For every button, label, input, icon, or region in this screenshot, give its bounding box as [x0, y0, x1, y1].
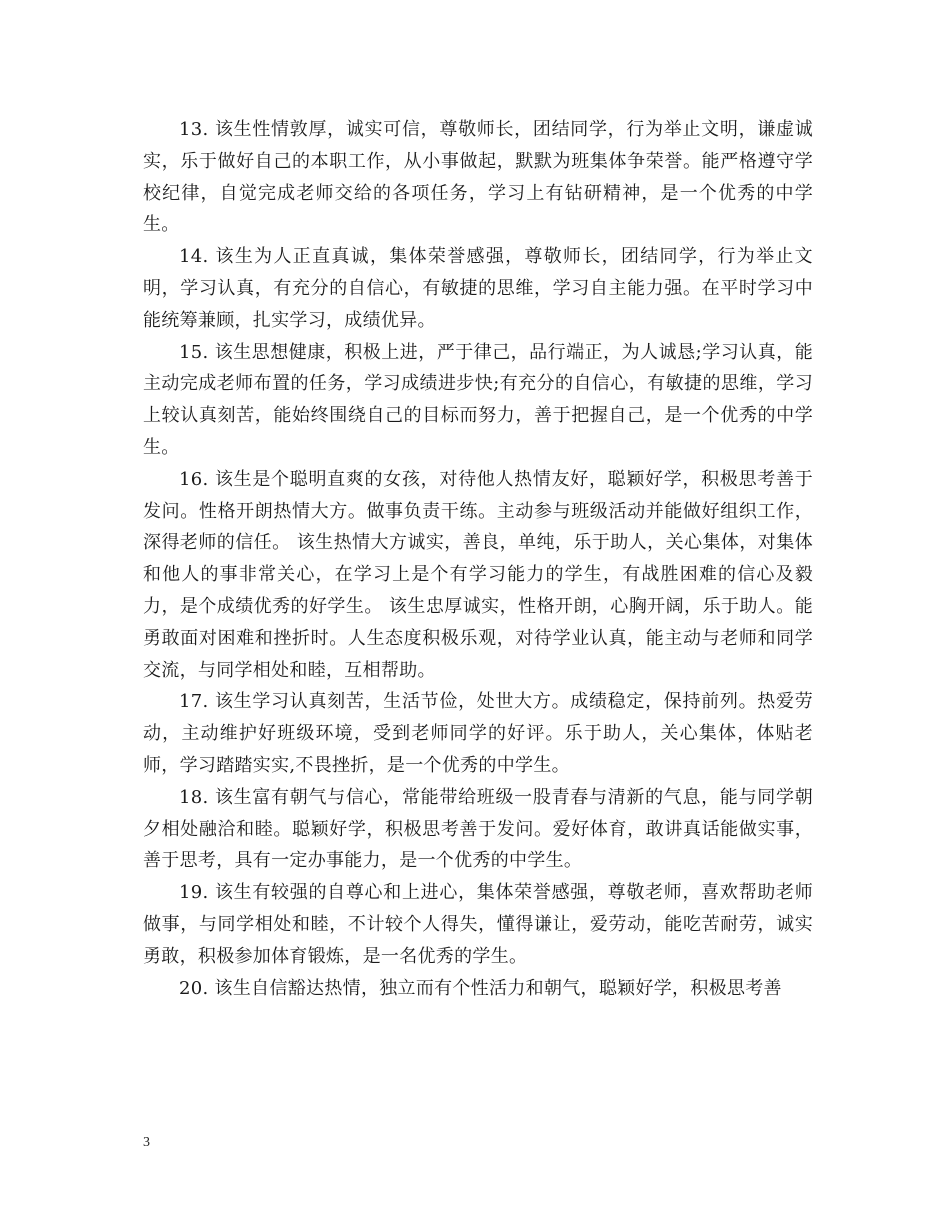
page-number: 3 [143, 1135, 150, 1150]
paragraph-19: 19. 该生有较强的自尊心和上进心，集体荣誉感强，尊敬老师，喜欢帮助老师做事，与同学相处和睦，不计较个人得失，懂得谦让，爱劳动，能吃苦耐劳，诚实勇敢，积极参加体育锻炼，是一名优秀的学生。 [143, 882, 813, 967]
paragraph-14: 14. 该生为人正直真诚，集体荣誉感强，尊敬师长，团结同学，行为举止文明，学习认真，有充分的自信心，有敏捷的思维，学习自主能力强。在平时学习中能统筹兼顾，扎实学习，成绩优异。 [143, 246, 813, 331]
paragraph-18: 18. 该生富有朝气与信心，常能带给班级一股青春与清新的气息，能与同学朝夕相处融洽和睦。聪颖好学，积极思考善于发问。爱好体育，敢讲真话能做实事，善于思考，具有一定办事能力，是一个优秀的中学生。 [143, 786, 813, 872]
paragraph-16: 16. 该生是个聪明直爽的女孩，对待他人热情友好，聪颖好学，积极思考善于发问。性格开朗热情大方。做事负责干练。主动参与班级活动并能做好组织工作，深得老师的信任。 该生热情大方诚实，善良，单纯，乐于助人，关心集体，对集体和他人的事非常关心，在学习上是个有学习能力的学生，有战胜困难的信心及毅力，是个成绩优秀的好学生。 该生忠厚诚实，性格开朗，心胸开阔，乐于助人。能勇敢面对困难和挫折时。人生态度积极乐观，对待学业认真，能主动与老师和同学交流，与同学相处和睦，互相帮助。 [143, 468, 813, 681]
paragraph-20: 20. 该生自信豁达热情，独立而有个性活力和朝气，聪颖好学，积极思考善 [179, 977, 782, 999]
paragraph-15: 15. 该生思想健康，积极上进，严于律己，品行端正，为人诚恳;学习认真，能主动完成老师布置的任务，学习成绩进步快;有充分的自信心，有敏捷的思维，学习上较认真刻苦，能始终围绕自己的目标而努力，善于把握自己，是一个优秀的中学生。 [143, 341, 813, 458]
paragraph-13: 13. 该生性情敦厚，诚实可信，尊敬师长，团结同学，行为举止文明，谦虚诚实，乐于做好自己的本职工作，从小事做起，默默为班集体争荣誉。能严格遵守学校纪律，自觉完成老师交给的各项任务，学习上有钻研精神，是一个优秀的中学生。 [143, 119, 813, 236]
paragraph-17: 17. 该生学习认真刻苦，生活节俭，处世大方。成绩稳定，保持前列。热爱劳动，主动维护好班级环境，受到老师同学的好评。乐于助人，关心集体，体贴老师，学习踏踏实实,不畏挫折，是一个优秀的中学生。 [143, 691, 813, 776]
document-body [143, 114, 813, 1004]
